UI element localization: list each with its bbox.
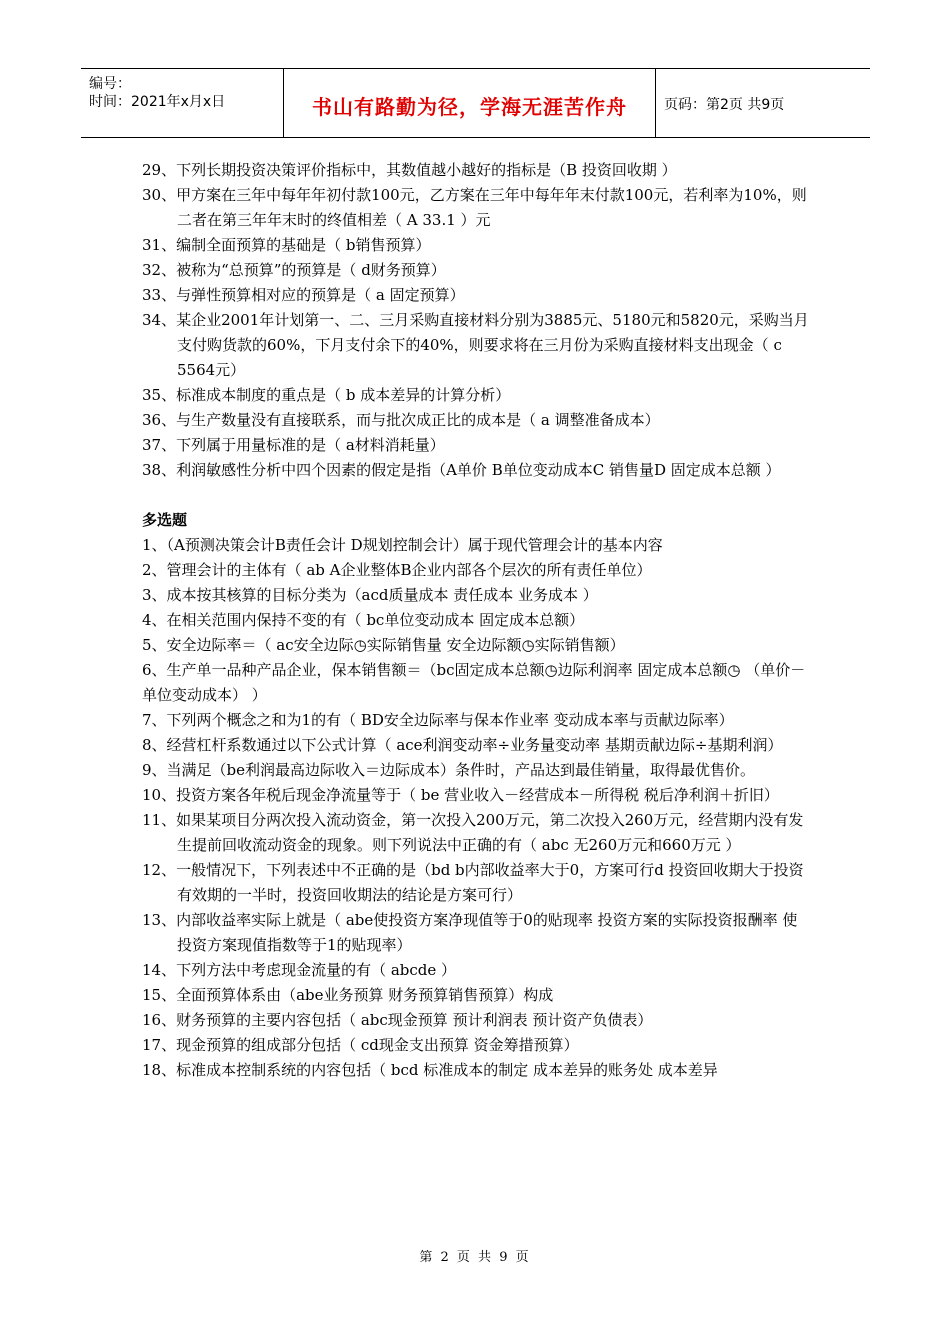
question-29: 29、下列长期投资决策评价指标中，其数值越小越好的指标是（B 投资回收期 ） [142, 161, 677, 179]
multi-question-18: 18、标准成本控制系统的内容包括（ bcd 标准成本的制定 成本差异的账务处 成本差异 [142, 1061, 718, 1079]
motto: 书山有路勤为径，学海无涯苦作舟 [312, 95, 627, 119]
multi-question-13: 13、内部收益率实际上就是（ abe使投资方案净现值等于0的贴现率 投资方案的实际投资报酬率 使投资方案现值指数等于1的贴现率） [142, 911, 798, 954]
page-header [81, 68, 870, 138]
multi-question-16: 16、财务预算的主要内容包括（ abc现金预算 预计利润表 预计资产负债表） [142, 1011, 653, 1029]
multi-question-7: 7、下列两个概念之和为1的有（ BD安全边际率与保本作业率 变动成本率与贡献边际率） [142, 711, 734, 729]
multi-question-2: 2、管理会计的主体有（ ab A企业整体B企业内部各个层次的所有责任单位） [142, 561, 652, 579]
page-number: 页码：第2页 共9页 [664, 97, 785, 113]
question-35: 35、标准成本制度的重点是（ b 成本差异的计算分析） [142, 386, 511, 404]
header-info-cell [81, 69, 284, 137]
multi-question-3: 3、成本按其核算的目标分类为（acd质量成本 责任成本 业务成本 ） [142, 586, 598, 604]
multi-question-9: 9、当满足（be利润最高边际收入＝边际成本）条件时，产品达到最佳销量，取得最优售价。 [142, 761, 756, 779]
document-body [142, 158, 810, 1083]
question-34: 34、某企业2001年计划第一、二、三月采购直接材料分别为3885元、5180元和5820元，采购当月支付购货款的60%，下月支付余下的40%，则要求将在三月份为采购直接材料支出现金（ c 5564元） [142, 311, 809, 379]
question-33: 33、与弹性预算相对应的预算是（ a 固定预算） [142, 286, 465, 304]
multi-question-15: 15、全面预算体系由（abe业务预算 财务预算销售预算）构成 [142, 986, 554, 1004]
document-date: 时间：2021年x月x日 [89, 94, 226, 110]
header-page-cell [656, 69, 870, 137]
question-36: 36、与生产数量没有直接联系，而与批次成正比的成本是（ a 调整准备成本） [142, 411, 660, 429]
question-30: 30、甲方案在三年中每年年初付款100元，乙方案在三年中每年年末付款100元，若利率为10%，则二者在第三年年末时的终值相差（ A 33.1 ）元 [142, 186, 807, 229]
page-footer: 第 2 页 共 9 页 [419, 1250, 531, 1265]
multi-question-4: 4、在相关范围内保持不变的有（ bc单位变动成本 固定成本总额） [142, 611, 585, 629]
question-37: 37、下列属于用量标准的是（ a材料消耗量） [142, 436, 445, 454]
section-title-multi: 多选题 [142, 511, 188, 529]
multi-question-12: 12、一般情况下，下列表述中不正确的是（bd b内部收益率大于0，方案可行d 投资回收期大于投资有效期的一半时，投资回收期法的结论是方案可行） [142, 861, 804, 904]
multi-question-1: 1、（A预测决策会计B责任会计 D规划控制会计）属于现代管理会计的基本内容 [142, 536, 663, 554]
multi-question-17: 17、现金预算的组成部分包括（ cd现金支出预算 资金筹措预算） [142, 1036, 579, 1054]
multi-question-6: 6、生产单一品种产品企业，保本销售额＝（bc固定成本总额◷边际利润率 固定成本总额◷ （单价－单位变动成本） ） [142, 661, 806, 704]
header-motto-cell [284, 69, 656, 137]
document-number: 编号： [89, 76, 131, 92]
multi-question-14: 14、下列方法中考虑现金流量的有（ abcde ） [142, 961, 457, 979]
multi-question-10: 10、投资方案各年税后现金净流量等于（ be 营业收入－经营成本－所得税 税后净利润＋折旧） [142, 786, 779, 804]
question-31: 31、编制全面预算的基础是（ b销售预算） [142, 236, 431, 254]
multi-question-5: 5、安全边际率＝（ ac安全边际◷实际销售量 安全边际额◷实际销售额） [142, 636, 625, 654]
question-32: 32、被称为“总预算”的预算是（ d财务预算） [142, 261, 446, 279]
multi-question-8: 8、经营杠杆系数通过以下公式计算（ ace利润变动率÷业务量变动率 基期贡献边际÷基期利润） [142, 736, 783, 754]
question-38: 38、利润敏感性分析中四个因素的假定是指（A单价 B单位变动成本C 销售量D 固定成本总额 ） [142, 461, 781, 479]
multi-question-11: 11、如果某项目分两次投入流动资金，第一次投入200万元，第二次投入260万元，经营期内没有发生提前回收流动资金的现象。则下列说法中正确的有（ abc 无260万元和660万元 ） [142, 811, 804, 854]
